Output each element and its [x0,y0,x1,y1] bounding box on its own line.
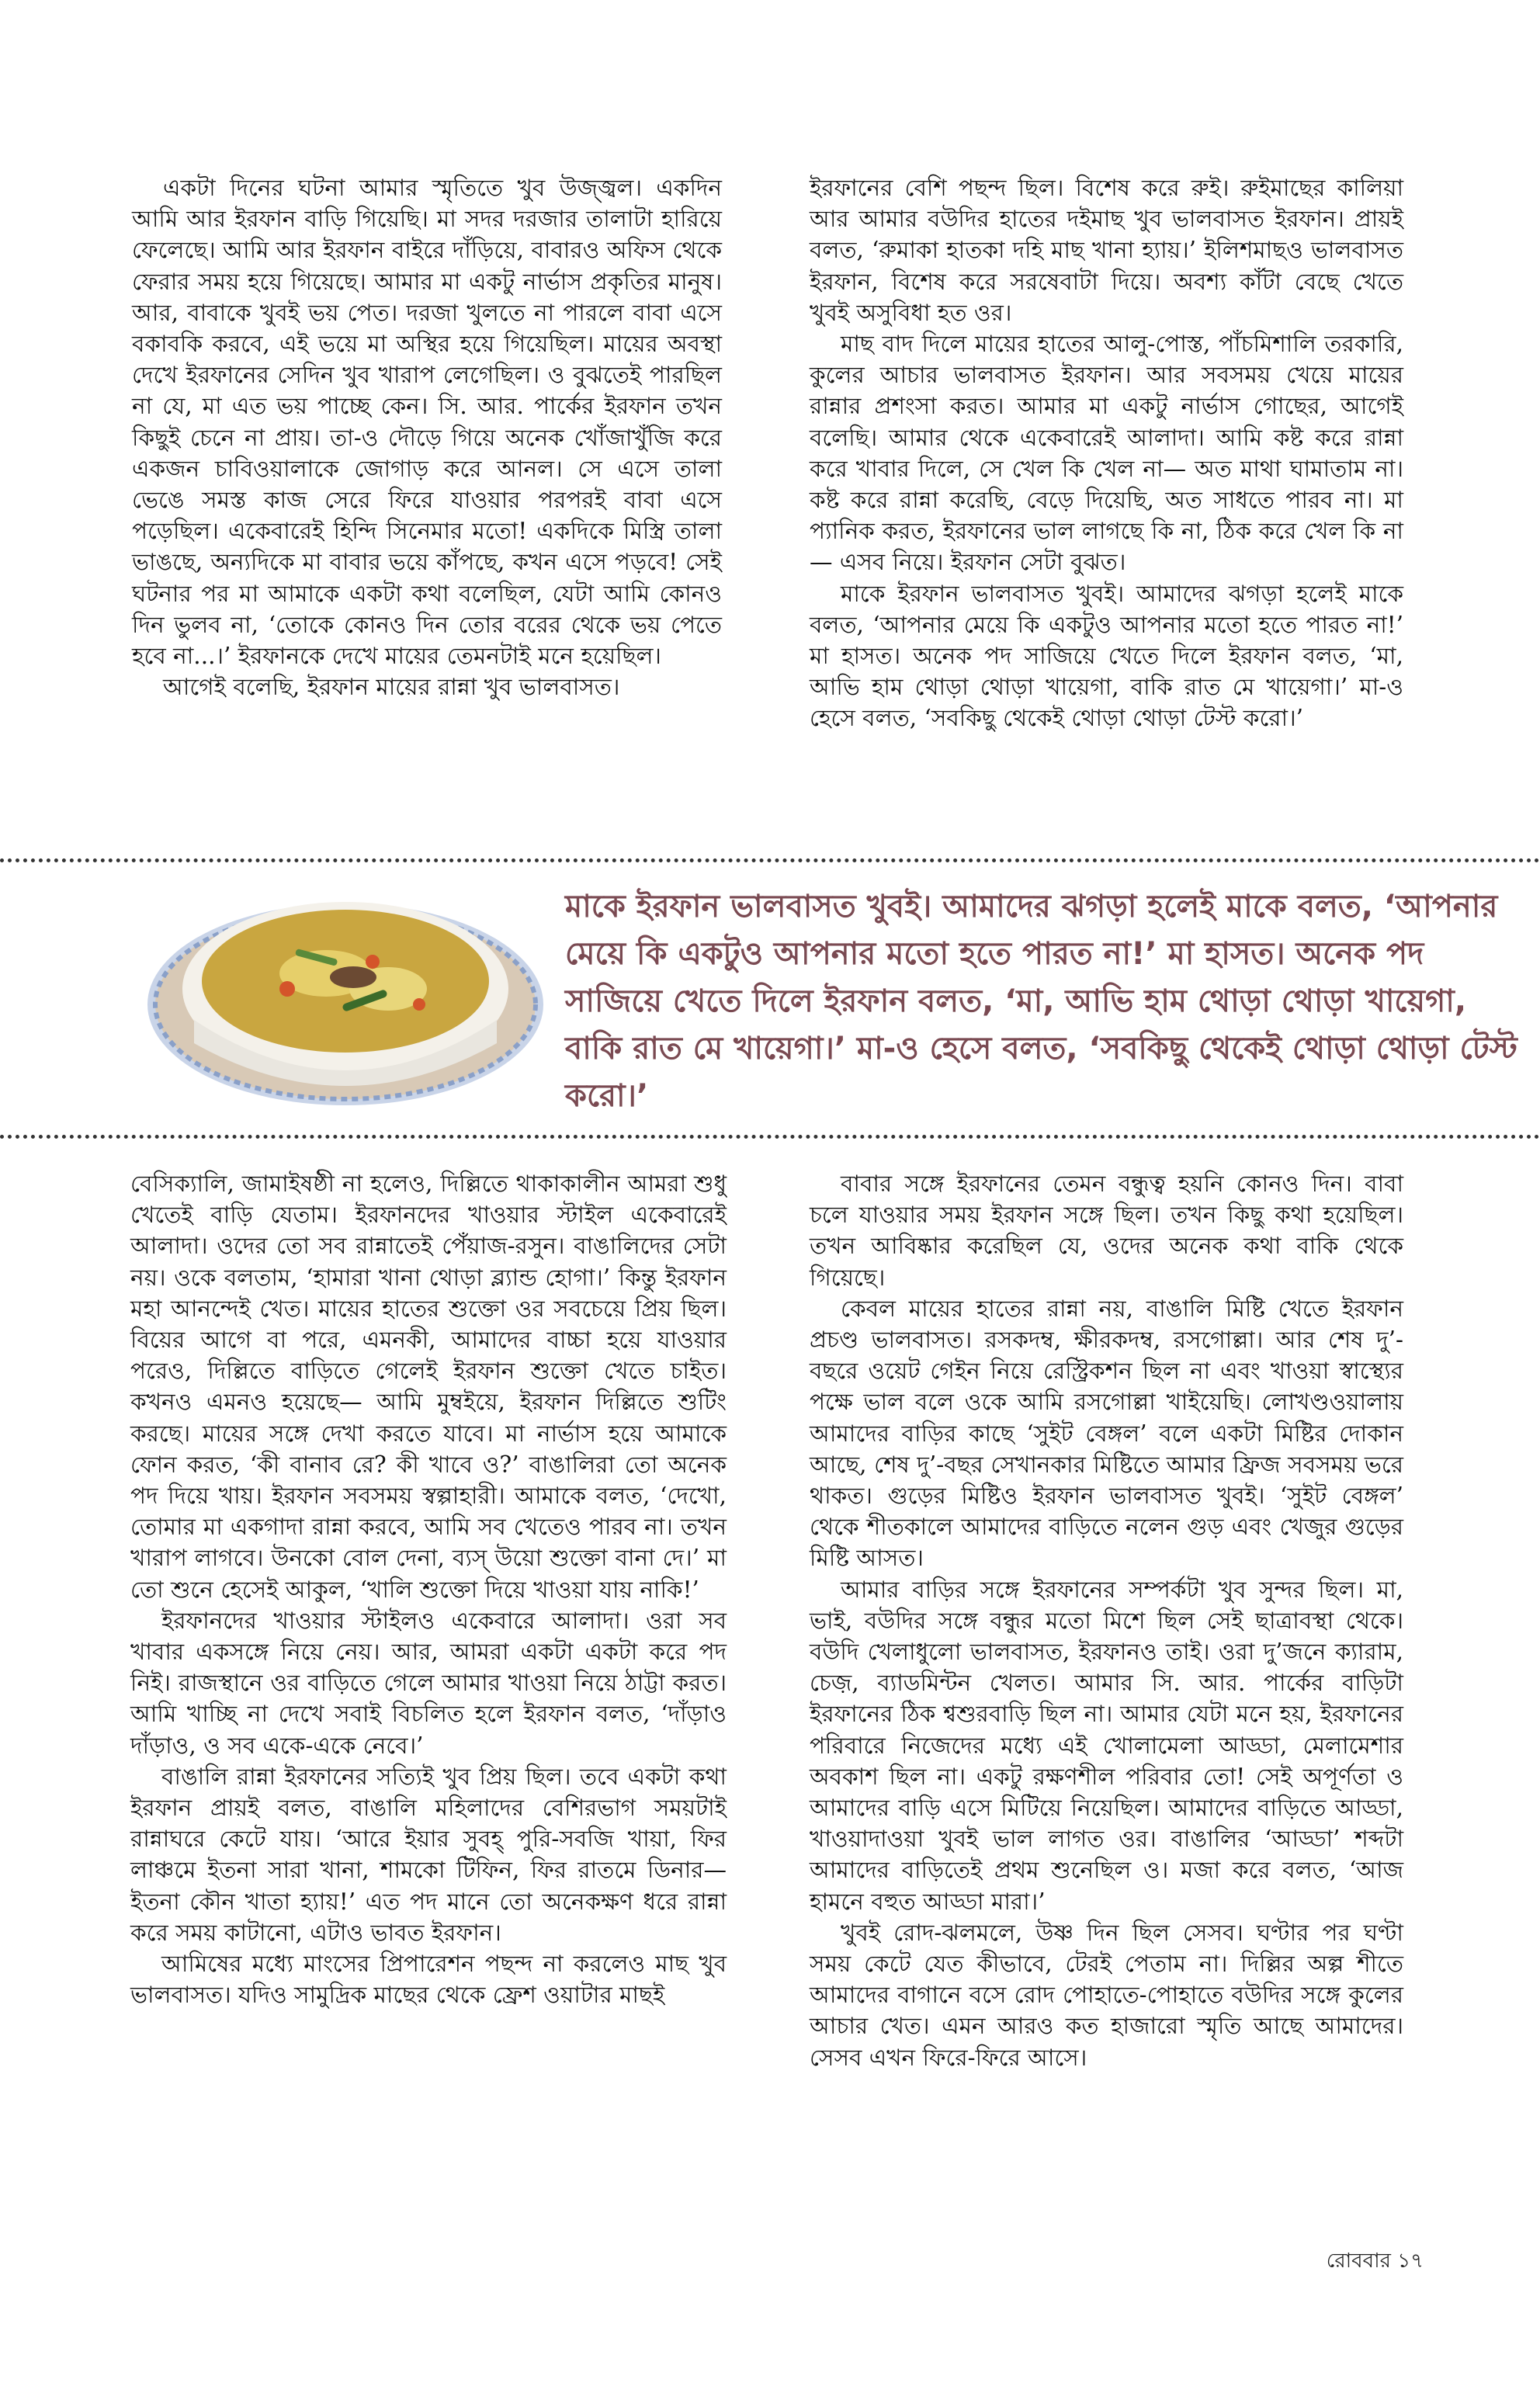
paragraph: ইরফানের বেশি পছন্দ ছিল। বিশেষ করে রুই। রুইমাছের কালিয়া আর আমার বউদির হাতের দইমাছ খুব ভালবাসত ইরফান। প্রায়ই বলত, ‘রুমাকা হাতকা দহি মাছ খানা হ্যায়।’ ইলিশমাছও ভালবাসত ইরফান, বিশেষ করে সরষেবাটা দিয়ে। অবশ্য কাঁটা বেছে খেতে খুবই অসুবিধা হত ওর। [810,175,1403,326]
paragraph: আমার বাড়ির সঙ্গে ইরফানের সম্পর্কটা খুব সুন্দর ছিল। মা, ভাই, বউদির সঙ্গে বন্ধুর মতো মিশে ছিল সেই ছাত্রাবস্থা থেকে। বউদি খেলাধুলো ভালবাসত, ইরফানও তাই। ওরা দু’জনে ক্যারাম, চেজ়, ব্যাডমিন্টন খেলত। আমার সি. আর. পার্কের বাড়িটা ইরফানের ঠিক শ্বশুরবাড়ি ছিল না। আমার যেটা মনে হয়, ইরফানের পরিবারে নিজেদের মধ্যে এই খোলামেলা আড্ডা, মেলামেশার অবকাশ ছিল না। একটু রক্ষণশীল পরিবার তো! সেই অপূর্ণতা ও আমাদের বাড়ি এসে মিটিয়ে নিয়েছিল। আমাদের বাড়িতে আড্ডা, খাওয়াদাওয়া খুবই ভাল লাগত ওর। বাঙালির ‘আড্ডা’ শব্দটা আমাদের বাড়িতেই প্রথম শুনেছিল ও। মজা করে বলত, ‘আজ হামনে বহুত আড্ডা মারা।’ [810,1576,1403,1915]
paragraph: খুবই রোদ-ঝলমলে, উষ্ণ দিন ছিল সেসব। ঘণ্টার পর ঘণ্টা সময় কেটে যেত কীভাবে, টেরই পেতাম না। দিল্লির অল্প শীতে আমাদের বাগানে বসে রোদ পোহাতে-পোহাতে বউদির সঙ্গে কুলের আচার খেত। এমন আরও কত হাজারো স্মৃতি আছে আমাদের। সেসব এখন ফিরে-ফিরে আসে। [810,1919,1403,2071]
paragraph: একটা দিনের ঘটনা আমার স্মৃতিতে খুব উজ্জ্বল। একদিন আমি আর ইরফান বাড়ি গিয়েছি। মা সদর দরজার তালাটা হারিয়ে ফেলেছে। আমি আর ইরফান বাইরে দাঁড়িয়ে, বাবারও অফিস থেকে ফেরার সময় হয়ে গিয়েছে। আমার মা একটু নার্ভাস প্রকৃতির মানুষ। আর, বাবাকে খুবই ভয় পেত। দরজা খুলতে না পারলে বাবা এসে বকাবকি করবে, এই ভয়ে মা অস্থির হয়ে গিয়েছিল। মায়ের অবস্থা দেখে ইরফানের সেদিন খুব খারাপ লেগেছিল। ও বুঝতেই পারছিল না যে, মা এত ভয় পাচ্ছে কেন। সি. আর. পার্কের ইরফান তখন কিছুই চেনে না প্রায়। তা-ও দৌড়ে গিয়ে অনেক খোঁজাখুঁজি করে একজন চাবিওয়ালাকে জোগাড় করে আনল। সে এসে তালা ভেঙে সমস্ত কাজ সেরে ফিরে যাওয়ার পরপরই বাবা এসে পড়েছিল। একেবারেই হিন্দি সিনেমার মতো! একদিকে মিস্ত্রি তালা ভাঙছে, অন্যদিকে মা বাবার ভয়ে কাঁপছে, কখন এসে পড়বে! সেই ঘটনার পর মা আমাকে একটা কথা বলেছিল, যেটা আমি কোনও দিন ভুলব না, ‘তোকে কোনও দিন তোর বরের থেকে ভয় পেতে হবে না...।’ ইরফানকে দেখে মায়ের তেমনটাই মনে হয়েছিল। [132,175,722,670]
pull-quote: মাকে ইরফান ভালবাসত খুবই। আমাদের ঝগড়া হলেই মাকে বলত, ‘আপনার মেয়ে কি একটুও আপনার মতো হতে পারত না!’ মা হাসত। অনেক পদ সাজিয়ে খেতে দিলে ইরফান বলত, ‘মা, আভি হাম থোড়া থোড়া খায়েগা, বাকি রাত মে খায়েগা।’ মা-ও হেসে বলত, ‘সবকিছু থেকেই থোড়া থোড়া টেস্ট করো।’ [565,889,1517,1114]
curry-bowl-image [140,872,551,1119]
paragraph: আমিষের মধ্যে মাংসের প্রিপারেশন পছন্দ না করলেও মাছ খুব ভালবাসত। যদিও সামুদ্রিক মাছের থেকে ফ্রেশ ওয়াটার মাছই [130,1951,727,2009]
dotted-divider [0,1135,1540,1139]
paragraph: মাকে ইরফান ভালবাসত খুবই। আমাদের ঝগড়া হলেই মাকে বলত, ‘আপনার মেয়ে কি একটুও আপনার মতো হতে পারত না!’ মা হাসত। অনেক পদ সাজিয়ে খেতে দিলে ইরফান বলত, ‘মা, আভি হাম থোড়া থোড়া খায়েগা, বাকি রাত মে খায়েগা।’ মা-ও হেসে বলত, ‘সবকিছু থেকেই থোড়া থোড়া টেস্ট করো।’ [810,580,1403,732]
paragraph: মাছ বাদ দিলে মায়ের হাতের আলু-পোস্ত, পাঁচমিশালি তরকারি, কুলের আচার ভালবাসত ইরফান। আর সবসময় খেয়ে মায়ের রান্নার প্রশংসা করত। আমার মা একটু নার্ভাস গোছের, আগেই বলেছি। আমার থেকে একেবারেই আলাদা। আমি কষ্ট করে রান্না করে খাবার দিলে, সে খেল কি খেল না— অত মাথা ঘামাতাম না। কষ্ট করে রান্না করেছি, বেড়ে দিয়েছি, অত সাধতে পারব না। মা প্যানিক করত, ইরফানের ভাল লাগছে কি না, ঠিক করে খেল কি না— এসব নিয়ে। ইরফান সেটা বুঝত। [810,331,1403,576]
paragraph: আগেই বলেছি, ইরফান মায়ের রান্না খুব ভালবাসত। [163,674,620,701]
paragraph: বাঙালি রান্না ইরফানের সত্যিই খুব প্রিয় ছিল। তবে একটা কথা ইরফান প্রায়ই বলত, বাঙালি মহিলাদের বেশিরভাগ সময়টাই রান্নাঘরে কেটে যায়। ‘আরে ইয়ার সুবহ্ পুরি-সবজি খায়া, ফির লাঞ্চমে ইতনা সারা খানা, শামকো টিফিন, ফির রাতমে ডিনার— ইতনা কৌন খাতা হ্যায়!’ এত পদ মানে তো অনেকক্ষণ ধরে রান্না করে সময় কাটানো, এটাও ভাবত ইরফান। [130,1763,727,1946]
paragraph: ইরফানদের খাওয়ার স্টাইলও একেবারে আলাদা। ওরা সব খাবার একসঙ্গে নিয়ে নেয়। আর, আমরা একটা একটা করে পদ নিই। রাজস্থানে ওর বাড়িতে গেলে আমার খাওয়া নিয়ে ঠাট্টা করত। আমি খাচ্ছি না দেখে সবাই বিচলিত হলে ইরফান বলত, ‘দাঁড়াও দাঁড়াও, ও সব একে-একে নেবে।’ [130,1607,727,1759]
paragraph: বাবার সঙ্গে ইরফানের তেমন বন্ধুত্ব হয়নি কোনও দিন। বাবা চলে যাওয়ার সময় ইরফান সঙ্গে ছিল। তখন কিছু কথা হয়েছিল। তখন আবিষ্কার করেছিল যে, ওদের অনেক কথা বাকি থেকে গিয়েছে। [810,1170,1403,1291]
article-column-top-left [132,172,722,702]
page-footer: রোববার ১৭ [1326,2249,1424,2273]
dotted-divider [0,858,1540,862]
article-column-bottom-left [130,1168,727,2010]
paragraph: কেবল মায়ের হাতের রান্না নয়, বাঙালি মিষ্টি খেতে ইরফান প্রচণ্ড ভালবাসত। রসকদম্ব, ক্ষীরকদম্ব, রসগোল্লা। আর শেষ দু’-বছরে ওয়েট গেইন নিয়ে রেস্ট্রিকশন ছিল না এবং খাওয়া স্বাস্থ্যের পক্ষে ভাল বলে ওকে আমি রসগোল্লা খাইয়েছি। লোখণ্ডওয়ালায় আমাদের বাড়ির কাছে ‘সুইট বেঙ্গল’ বলে একটা মিষ্টির দোকান আছে, শেষ দু’-বছর সেখানকার মিষ্টিতে আমার ফ্রিজ সবসময় ভরে থাকত। গুড়ের মিষ্টিও ইরফান ভালবাসত খুবই। ‘সুইট বেঙ্গল’ থেকে শীতকালে আমাদের বাড়িতে নলেন গুড় এবং খেজুর গুড়ের মিষ্টি আসত। [810,1295,1403,1572]
article-column-top-right [810,172,1403,734]
paragraph: বেসিক্যালি, জামাইষষ্ঠী না হলেও, দিল্লিতে থাকাকালীন আমরা শুধু খেতেই বাড়ি যেতাম। ইরফানদের খাওয়ার স্টাইল একেবারেই আলাদা। ওদের তো সব রান্নাতেই পেঁয়াজ-রসুন। বাঙালিদের সেটা নয়। ওকে বলতাম, ‘হামারা খানা থোড়া ব্ল্যান্ড হোগা।’ কিন্তু ইরফান মহা আনন্দেই খেত। মায়ের হাতের শুক্তো ওর সবচেয়ে প্রিয় ছিল। বিয়ের আগে বা পরে, এমনকী, আমাদের বাচ্চা হয়ে যাওয়ার পরেও, দিল্লিতে বাড়িতে গেলেই ইরফান শুক্তো খেতে চাইত। কখনও এমনও হয়েছে— আমি মুম্বইয়ে, ইরফান দিল্লিতে শুটিং করছে। মায়ের সঙ্গে দেখা করতে যাবে। মা নার্ভাস হয়ে আমাকে ফোন করত, ‘কী বানাব রে? কী খাবে ও?’ বাঙালিরা তো অনেক পদ দিয়ে খায়। ইরফান সবসময় স্বল্পাহারী। আমাকে বলত, ‘দেখো, তোমার মা একগাদা রান্না করবে, আমি সব খেতেও পারব না। তখন খারাপ লাগবে। উনকো বোল দেনা, ব্যস্ উয়ো শুক্তো বানা দে।’ মা তো শুনে হেসেই আকুল, ‘খালি শুক্তো দিয়ে খাওয়া যায় নাকি!’ [130,1170,727,1603]
article-column-bottom-right [810,1168,1403,2073]
